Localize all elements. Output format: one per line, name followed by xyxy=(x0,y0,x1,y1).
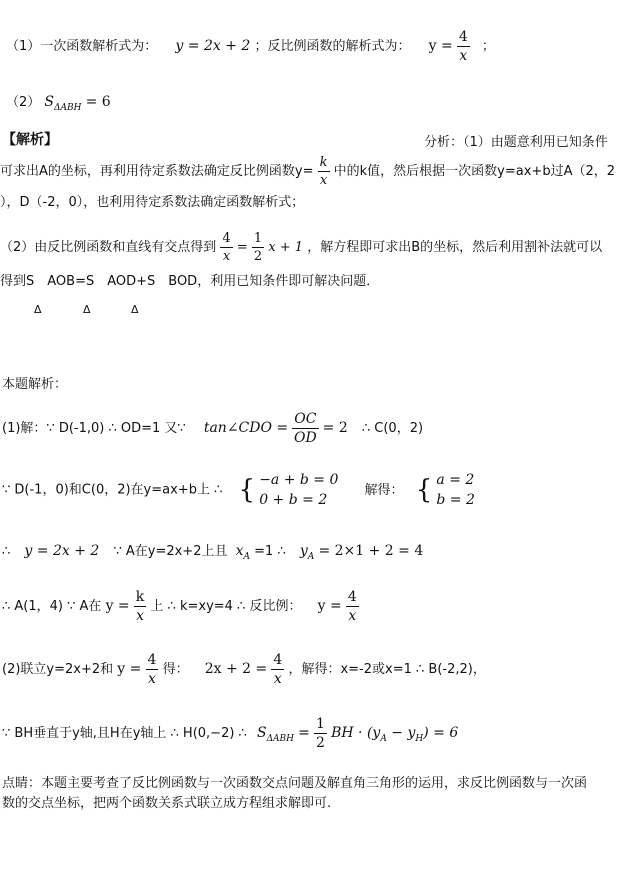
answer-1-label: （1）一次函数解析式为： xyxy=(6,39,158,54)
solution-step-2: ∵ D(-1，0)和C(0，2)在y=ax+b上 ∴ { −a + b = 0 0 + b = 2 解得： { a = 2 b = 2 xyxy=(2,472,475,508)
inverse-function-lhs: y = xyxy=(428,38,453,54)
comment-line-2: 数的交点坐标，把两个函数关系式联立成方程组求解即可. xyxy=(2,796,332,811)
k-over-x-fraction: $\frac{k}{x}$ xyxy=(319,155,328,188)
analysis-line-1: 可求出A的坐标，再利用待定系数法确定反比例函数y= $\frac{k}{x}$ 中的k值，然后根据一次函数y=ax+b过A（2，2 xyxy=(0,155,616,188)
solution-heading: 本题解析： xyxy=(2,377,68,392)
solution-step-4: ∴ A(1，4) ∵ A在 y = $\frac{k}{x}$ 上 ∴ k=xy=4 ∴ 反比例： y = $\frac{4}{x}$ xyxy=(2,589,357,624)
eq-fraction-half: $\frac{1}{2}$ xyxy=(253,231,263,264)
linear-function-expression: y = 2x + 2 xyxy=(175,38,251,54)
comment-line-1: 点睛：本题主要考查了反比例函数与一次函数交点问题及解直角三角形的运用，求反比例函数与一次函 xyxy=(2,776,588,791)
analysis-intro: 分析：（1）由题意利用已知条件 xyxy=(424,135,608,150)
analysis-line-4: 得到S AOB=S AOD+S BOD，利用已知条件即可解决问题． xyxy=(0,274,380,289)
k-over-x-fraction-2: $\frac{k}{x}$ xyxy=(135,589,145,624)
solution-step-6: ∵ BH垂直于y轴,且H在y轴上 ∴ H(0,−2) ∴ $S_{\Delta ABH}$ = $\frac{1}{2}$ BH · $(y_A - y_H) = 6$ xyxy=(2,716,459,751)
analysis-heading: 【解析】 xyxy=(2,132,58,148)
equation-system-1: −a + b = 0 0 + b = 2 xyxy=(259,472,339,508)
analysis-line-3: （2）由反比例函数和直线有交点得到 $\frac{4}{x}$ = $\frac{1}{2}$ x + 1 ，解方程即可求出B的坐标，然后利用割补法就可以 xyxy=(0,231,603,264)
solution-step-1: (1)解：∵ D(-1,0) ∴ OD=1 又∵ tan∠CDO = $\frac{OC}{OD}$ = 2 ∴ C(0，2) xyxy=(2,411,424,446)
analysis-line-2: ），D（-2，0），也利用待定系数法确定函数解析式； xyxy=(0,195,305,210)
one-half-fraction: $\frac{1}{2}$ xyxy=(316,716,325,751)
answer-line-1: （1）一次函数解析式为： y = 2x + 2 ；反比例函数的解析式为： y = $\frac{4}{x}$ ； xyxy=(6,29,495,64)
answer-1-middle-text: ；反比例函数的解析式为： xyxy=(254,39,411,54)
solution-step-3: ∴ y = 2x + 2 ∵ A在y=2x+2上且 $x_A =1$ ∴ $y_A = 2\times 1 + 2 = 4$ xyxy=(2,543,424,562)
answer-line-2: （2） $S_{\Delta ABH} = 6$ xyxy=(6,94,111,113)
area-symbol: $S_{\Delta ABH}$ xyxy=(44,94,82,113)
inverse-function-fraction: $\frac{4}{x}$ xyxy=(458,29,468,64)
solution-step-5: (2)联立y=2x+2和 y = $\frac{4}{x}$ 得： 2x + 2 = $\frac{4}{x}$ ，解得：x=-2或x=1 ∴ B(-2,2)， xyxy=(2,652,486,687)
delta-marker-3: Δ xyxy=(131,303,139,316)
eq-fraction-4-over-x: $\frac{4}{x}$ xyxy=(222,231,231,264)
delta-marker-2: Δ xyxy=(83,303,91,316)
delta-marker-1: Δ xyxy=(34,303,42,316)
oc-over-od-fraction: $\frac{OC}{OD}$ xyxy=(294,411,317,446)
area-value: = 6 xyxy=(85,94,111,110)
four-over-x-fraction: $\frac{4}{x}$ xyxy=(347,589,357,624)
equation-system-2: a = 2 b = 2 xyxy=(436,472,475,508)
